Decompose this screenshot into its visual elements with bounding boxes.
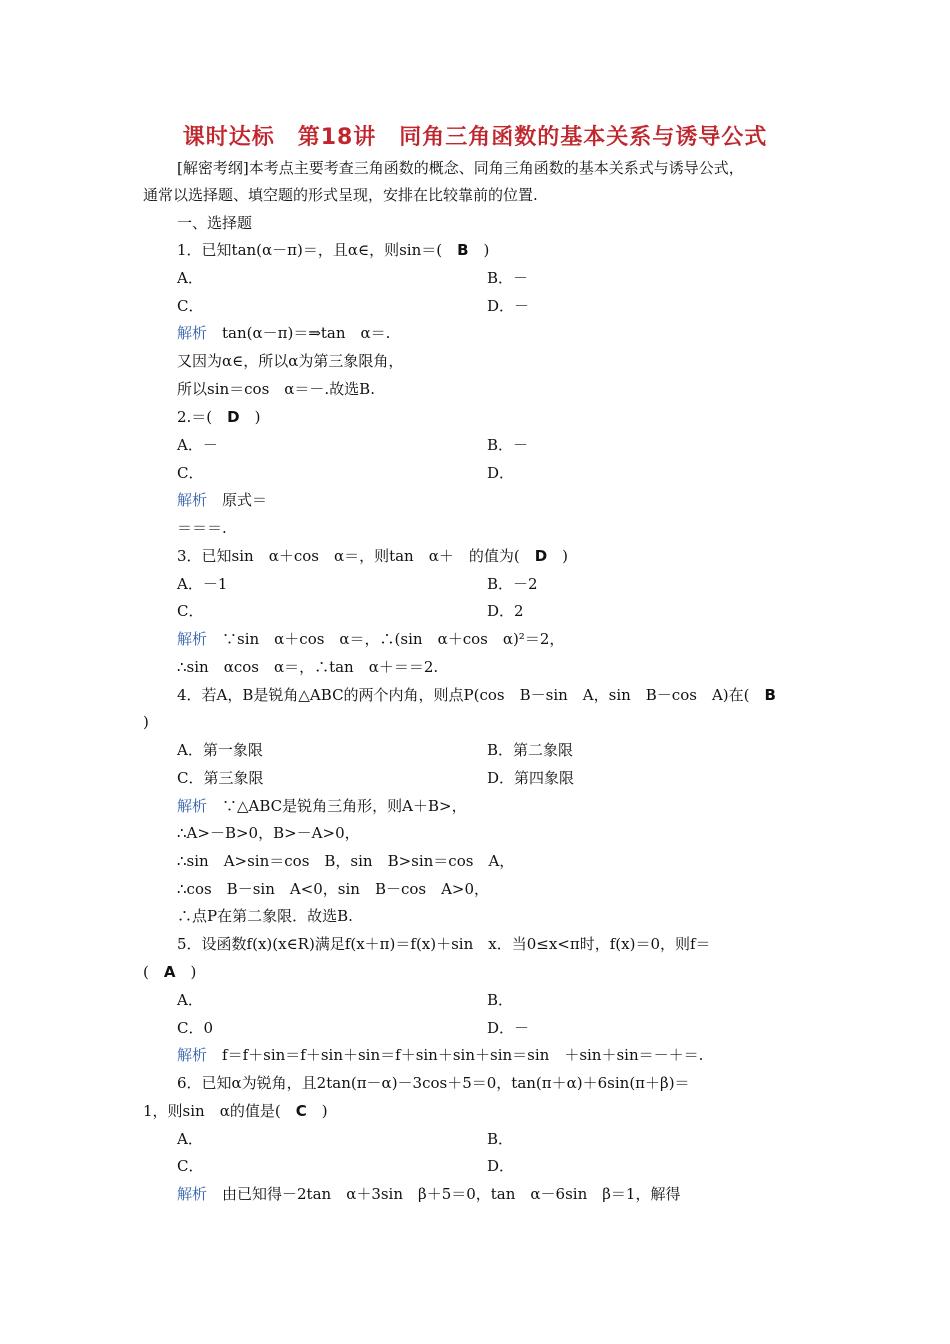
q1-answer: B: [457, 241, 469, 259]
q6-solution-line-1: [177, 1184, 680, 1204]
q6-stem-text: 1，则sin α的值是(: [143, 1102, 296, 1120]
q5-option-a: A．: [177, 991, 203, 1009]
q6-option-c: C．: [177, 1157, 204, 1175]
q1-solution-line-1: [177, 323, 390, 343]
q3-stem: [177, 546, 568, 566]
q4-option-a: A．第一象限: [177, 741, 263, 759]
q4-stem-text: 4．若A，B是锐角△ABC的两个内角，则点P(cos B－sin A，sin B－cos A)在(: [177, 686, 765, 704]
q1-stem: [177, 240, 489, 260]
q6-stem-line-2: [143, 1101, 328, 1121]
q1-option-a: A．: [177, 269, 203, 287]
section-heading: 一、选择题: [177, 214, 253, 232]
q4-solution-text: ∵△ABC是锐角三角形，则A＋B>，: [207, 797, 467, 815]
q3-option-c: C．: [177, 602, 204, 620]
intro-line-2: 通常以选择题、填空题的形式呈现，安排在比较靠前的位置.: [143, 186, 538, 204]
q2-solution-line-2: ＝＝＝.: [177, 519, 227, 537]
q1-option-b: B．－: [487, 269, 529, 287]
q3-option-b: B．－2: [487, 575, 538, 593]
q2-option-a: A．－: [177, 436, 218, 454]
q4-solution-line-5: ∴点P在第二象限．故选B.: [177, 907, 353, 925]
q5-option-c: C．0: [177, 1019, 214, 1037]
q4-option-d: D．第四象限: [487, 769, 575, 787]
q6-option-b: B．: [487, 1130, 514, 1148]
q2-stem-close: ): [239, 408, 261, 426]
q2-solution-line-1: [177, 490, 267, 510]
q2-stem-text: 2.＝(: [177, 408, 228, 426]
q4-solution-line-3: ∴sin A>sin＝cos B，sin B>sin＝cos A，: [177, 852, 515, 870]
q4-answer: B: [764, 686, 776, 704]
analysis-label: 解析: [177, 491, 208, 509]
analysis-label: 解析: [177, 630, 208, 648]
q3-option-d: D．2: [487, 602, 524, 620]
q2-answer: D: [227, 408, 240, 426]
analysis-label: 解析: [177, 1046, 208, 1064]
q3-answer: D: [534, 547, 548, 565]
q4-option-c: C．第三象限: [177, 769, 264, 787]
intro-line-1: [解密考纲]本考点主要考查三角函数的概念、同角三角函数的基本关系式与诱导公式，: [177, 159, 744, 177]
q6-answer: C: [295, 1102, 307, 1120]
q5-answer: A: [163, 963, 176, 981]
q4-solution-line-1: [177, 796, 467, 816]
q6-option-a: A．: [177, 1130, 203, 1148]
q3-stem-text: 3．已知sin α＋cos α＝，则tan α＋ 的值为(: [177, 547, 535, 565]
analysis-label: 解析: [177, 1185, 208, 1203]
q6-stem: 6．已知α为锐角，且2tan(π－α)－3cos＋5＝0，tan(π＋α)＋6sin(π＋β)＝: [177, 1074, 690, 1092]
q5-stem: 5．设函数f(x)(x∈R)满足f(x＋π)＝f(x)＋sin x．当0≤x<π时，f(x)＝0，则f＝: [177, 935, 711, 953]
q4-solution-line-4: ∴cos B－sin A<0，sin B－cos A>0，: [177, 880, 490, 898]
q2-option-b: B．－: [487, 436, 529, 454]
q1-option-d: D．－: [487, 297, 530, 315]
q3-stem-close: ): [547, 547, 569, 565]
q5-solution-text: f＝f＋sin＝f＋sin＋sin＝f＋sin＋sin＋sin＝sin ＋sin＋sin＝－＋＝.: [207, 1046, 704, 1064]
q2-option-d: D．: [487, 464, 515, 482]
q4-stem: [177, 685, 776, 705]
q1-solution-line-2: 又因为α∈，所以α为第三象限角，: [177, 352, 404, 370]
analysis-label: 解析: [177, 797, 208, 815]
analysis-label: 解析: [177, 324, 208, 342]
q1-option-c: C．: [177, 297, 204, 315]
q1-solution-text: tan(α－π)＝⇒tan α＝.: [207, 324, 391, 342]
q5-stem-close: ): [175, 963, 197, 981]
q3-solution-text: ∵sin α＋cos α＝，∴(sin α＋cos α)²＝2，: [207, 630, 565, 648]
q6-stem-close: ): [306, 1102, 328, 1120]
page-title: 课时达标 第18讲 同角三角函数的基本关系与诱导公式: [182, 125, 768, 150]
q1-solution-line-3: 所以sin＝cos α＝－.故选B.: [177, 380, 375, 398]
q2-stem: [177, 407, 260, 427]
q5-stem-open: (: [143, 963, 164, 981]
q4-option-b: B．第二象限: [487, 741, 574, 759]
q4-stem-close: ): [143, 713, 149, 731]
q4-solution-line-2: ∴A>－B>0，B>－A>0，: [177, 824, 360, 842]
q6-solution-text: 由已知得－2tan α＋3sin β＋5＝0，tan α－6sin β＝1，解得: [207, 1185, 681, 1203]
q6-option-d: D．: [487, 1157, 515, 1175]
q3-option-a: A．－1: [177, 575, 228, 593]
q1-stem-text: 1．已知tan(α－π)＝，且α∈，则sin＝(: [177, 241, 458, 259]
q3-solution-line-1: [177, 629, 564, 649]
q2-solution-text: 原式＝: [207, 491, 268, 509]
q3-solution-line-2: ∴sin αcos α＝，∴tan α＋＝＝2.: [177, 658, 439, 676]
q5-option-d: D．－: [487, 1019, 530, 1037]
q5-stem-line-2: [143, 962, 196, 982]
q5-solution-line-1: [177, 1045, 703, 1065]
q2-option-c: C．: [177, 464, 204, 482]
q5-option-b: B．: [487, 991, 514, 1009]
q1-stem-close: ): [468, 241, 490, 259]
